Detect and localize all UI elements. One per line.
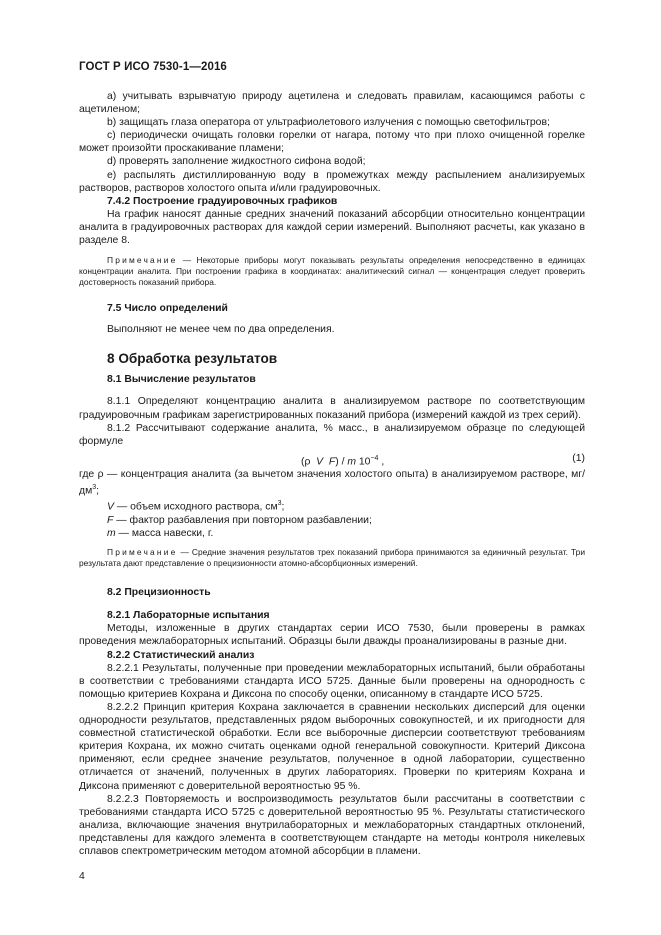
section-7-4-2-text: На график наносят данные средних значений показаний абсорбции относительно концентрации аналита в градуировочных растворах для каждой серии измерений. Выполняют расчеты, как указано в разделе 8. <box>79 208 585 247</box>
section-8-heading: 8 Обработка результатов <box>107 351 278 367</box>
note-1-label: Примечание <box>107 255 178 266</box>
formula-expression: (ρ V F) / m $10^{-4}$ , <box>301 454 385 468</box>
note-1-text: — Некоторые приборы могут показывать результаты определения непосредственно в единицах концентрации аналита. При построении графика в координатах: аналитический сигнал — концентрация следует проверить достоверность показаний прибора. <box>79 255 585 288</box>
section-8-1-heading: 8.1 Вычисление результатов <box>107 374 256 386</box>
definition-rho: где ρ — концентрация аналита (за вычетом значения холостого опыта) в анализируемом растворе, $мг/дм^3$; <box>79 468 585 497</box>
definition-v: V — объем исходного раствора, $см^3$; <box>107 500 285 513</box>
section-8-2-1-heading: 8.2.1 Лабораторные испытания <box>107 610 270 622</box>
note-2 <box>79 547 585 569</box>
list-item-b: b) защищать глаза оператора от ультрафиолетового излучения с помощью светофильтров; <box>107 117 550 129</box>
formula-1 <box>79 451 585 467</box>
section-8-2-2-3-text: 8.2.2.3 Повторяемость и воспроизводимость результатов были рассчитаны в соответствии с требованиями стандарта ИСО 5725 с доверительной вероятностью 95 %. Результаты статистического анализа, включающие значения внутрилабораторных и межлабораторных стандартных отклонений, представлены для каждого элемента в соответствующем стандарте на методы контроля никелевых сплавов спектрометрическим методом атомной абсорбции в пламени. <box>79 793 585 857</box>
section-8-1-1-text: 8.1.1 Определяют концентрацию аналита в анализируемом растворе по соответствующим градуировочным графикам зарегистрированных показаний прибора (измерений каждой из трех серий). <box>79 396 585 421</box>
section-7-4-2-heading: 7.4.2 Построение градуировочных графиков <box>107 195 338 207</box>
document-body <box>79 90 585 858</box>
note-1 <box>79 255 585 288</box>
document-header: ГОСТ Р ИСО 7530-1—2016 <box>79 61 227 73</box>
section-8-2-heading: 8.2 Прецизионность <box>107 587 211 599</box>
list-item-d: d) проверять заполнение жидкостного сифона водой; <box>107 156 366 168</box>
section-8-2-2-1-text: 8.2.2.1 Результаты, полученные при проведении межлабораторных испытаний, были обработаны в соответствии с требованиями стандарта ИСО 5725. Данные были проверены на однородность с помощью критериев Кохрана и Диксона по способу оценки, описанному в стандарте ИСО 5725. <box>79 662 585 700</box>
definition-f: F — фактор разбавления при повторном разбавлении; <box>107 515 372 526</box>
definition-m: m — масса навески, г. <box>107 528 214 540</box>
section-8-2-1-text: Методы, изложенные в других стандартах серии ИСО 7530, были проверены в рамках проведения межлабораторных испытаний. Образцы были дважды проанализированы в разные дни. <box>79 623 585 648</box>
section-8-1-2-text: 8.1.2 Рассчитывают содержание аналита, % масс., в анализируемом образце по следующей формуле <box>79 422 585 447</box>
section-8-2-2-heading: 8.2.2 Статистический анализ <box>107 649 255 661</box>
section-7-5-text: Выполняют не менее чем по два определения. <box>107 324 335 336</box>
list-item-a: а) учитывать взрывчатую природу ацетилена и следовать правилам, касающимся работы с ацетиленом; <box>79 91 585 116</box>
page-number: 4 <box>79 871 85 882</box>
note-2-label: Примечание <box>107 547 178 558</box>
section-7-5-heading: 7.5 Число определений <box>107 303 228 315</box>
note-2-text: — Средние значения результатов трех показаний прибора принимаются за единичный результат. Три результата дают представление о прецизионности атомно-абсорбционных измерений. <box>79 547 585 569</box>
section-8-2-2-2-text: 8.2.2.2 Принцип критерия Кохрана заключается в сравнении нескольких дисперсий для оценки однородности результатов, представленных рядом выборочных совокупностей, и их пригодности для совместной статистической обработки. Если все выборочные дисперсии соответствуют требованиям критерия Кохрана, их можно считать оценками одной генеральной совокупности. Критерий Диксона применяют, если среднее значение результатов, полученное в одной лаборатории, существенно отличается от значений, полученных в других лабораториях. Проверки по критериям Кохрана и Диксона применяют с доверительной вероятностью 95 %. <box>79 701 585 792</box>
formula-number: (1) <box>572 452 585 464</box>
list-item-c: c) периодически очищать головки горелки от нагара, потому что при плохо очищенной горелке может произойти проскакивание пламени; <box>79 130 585 155</box>
list-item-e: e) распылять дистиллированную воду в промежутках между распылением анализируемых растворов, растворов холостого опыта и/или градуировочных. <box>79 169 585 194</box>
